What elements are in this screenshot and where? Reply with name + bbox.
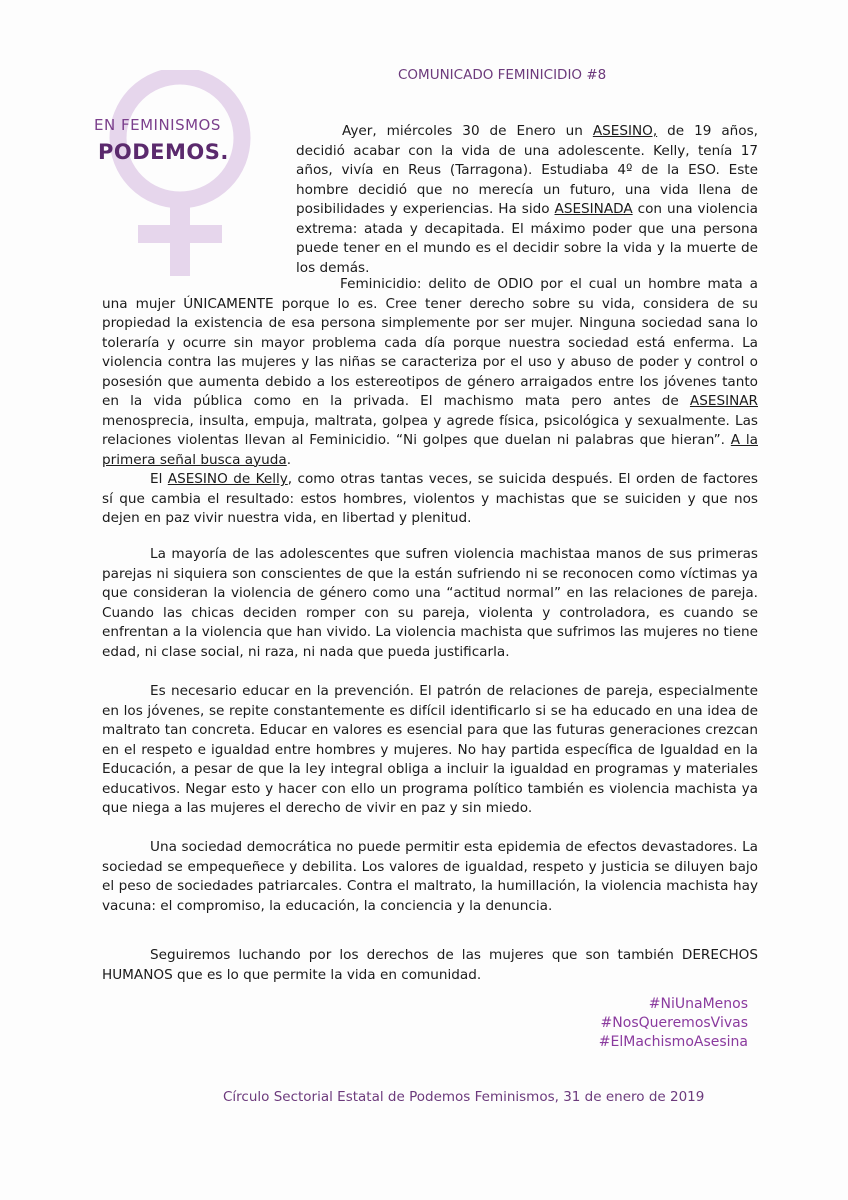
logo-text-en-feminismos: EN FEMINISMOS bbox=[94, 116, 221, 134]
underlined-text: ASESINAR bbox=[689, 393, 758, 409]
text-run: . bbox=[286, 451, 292, 468]
underlined-text: A la primera señal busca ayuda bbox=[102, 432, 758, 468]
footer-signature: Círculo Sectorial Estatal de Podemos Feminismos, 31 de enero de 2019 bbox=[223, 1089, 705, 1105]
text-run: con una violencia extrema: atada y decapitada. El máximo poder que una persona puede tener en el mundo es el decidir sobre la vida y la muerte de los demás. bbox=[296, 201, 759, 276]
text-run: menosprecia, insulta, empuja, maltrata, golpea y agrede física, psicológica y sexualmente. Las relaciones violentas llevan al Feminicidio. “Ni golpes que duelan ni palabras que hieran”. bbox=[102, 412, 758, 448]
underlined-text: ASESINO de Kelly bbox=[167, 471, 288, 487]
text-run: El bbox=[150, 471, 168, 487]
underlined-text: ASESINADA bbox=[554, 201, 633, 217]
paragraph-2 bbox=[102, 275, 758, 470]
underlined-text: ASESINO, bbox=[592, 123, 658, 139]
podemos-feminismos-logo bbox=[80, 70, 280, 280]
paragraph-5: Es necesario educar en la prevención. El patrón de relaciones de pareja, especialmente en los jóvenes, se repite constantemente es difícil identificarlo si se ha educado en una idea de maltrato tan concreta. Educar en valores es esencial para que las futuras generaciones crezcan en el respeto e igualdad entre hombres y mujeres. No hay partida específica de Igualdad en la Educación, a pesar de que la ley integral obliga a incluir la igualdad en programas y materiales educativos. Negar esto y hacer con ello un programa político también es violencia machista ya que niega a las mujeres el derecho de vivir en paz y sin miedo. bbox=[102, 683, 758, 816]
hashtag: #ElMachismoAsesina bbox=[598, 1034, 748, 1050]
paragraph-4: La mayoría de las adolescentes que sufren violencia machistaa manos de sus primeras parejas ni siquiera son conscientes de que la están sufriendo ni se reconocen como víctimas ya que consideran la violencia de género como una “actitud normal” en las relaciones de pareja. Cuando las chicas deciden romper con su pareja, violenta y controladora, es cuando se enfrentan a la violencia que han vivido. La violencia machista que sufrimos las mujeres no tiene edad, ni clase social, ni raza, ni nada que pueda justificarla. bbox=[102, 546, 758, 660]
text-run: Ayer, miércoles 30 de Enero un bbox=[342, 123, 593, 139]
hashtag: #NosQueremosVivas bbox=[600, 1015, 748, 1031]
paragraph-1 bbox=[296, 122, 758, 278]
logo-text-podemos: PODEMOS. bbox=[98, 140, 229, 164]
paragraph-3 bbox=[102, 470, 758, 529]
page-title: COMUNICADO FEMINICIDIO #8 bbox=[398, 67, 607, 83]
paragraph-6: Una sociedad democrática no puede permitir esta epidemia de efectos devastadores. La sociedad se empequeñece y debilita. Los valores de igualdad, respeto y justicia se diluyen bajo el peso de sociedades patriarcales. Contra el maltrato, la humillación, la violencia machista hay vacuna: el compromiso, la educación, la conciencia y la denuncia. bbox=[102, 839, 758, 914]
paragraph-7: Seguiremos luchando por los derechos de las mujeres que son también DERECHOS HUMANOS que es lo que permite la vida en comunidad. bbox=[102, 947, 758, 983]
text-run: de 19 años, decidió acabar con la vida de una adolescente. Kelly, tenía 17 años, vivía en Reus (Tarragona). Estudiaba 4º de la ESO. Este hombre decidió que no merecía un futuro, una vida llena de posibilidades y experiencias. Ha sido bbox=[296, 123, 758, 217]
text-run: , como otras tantas veces, se suicida después. El orden de factores sí que cambia el resultado: estos hombres, violentos y machistas que se suiciden y que nos dejen en paz vivir nuestra vida, en libertad y plenitud. bbox=[102, 471, 759, 526]
hashtag: #NiUnaMenos bbox=[648, 996, 748, 1012]
venus-symbol-icon bbox=[80, 70, 280, 280]
text-run: Feminicidio: delito de ODIO por el cual un hombre mata a una mujer ÚNICAMENTE porque lo es. Cree tener derecho sobre su vida, considera de su propiedad la existencia de esa persona simplemente por ser mujer. Ninguna sociedad sana lo toleraría y ocurre sin mayor problema cada día porque nuestra sociedad está enferma. La violencia contra las mujeres y las niñas se caracteriza por el uso y abuso de poder y control o posesión que aumenta debido a los estereotipos de género arraigados entre los jóvenes tanto en la vida pública como en la privada. El machismo mata pero antes de bbox=[102, 276, 758, 409]
hashtag-list bbox=[599, 995, 748, 1052]
